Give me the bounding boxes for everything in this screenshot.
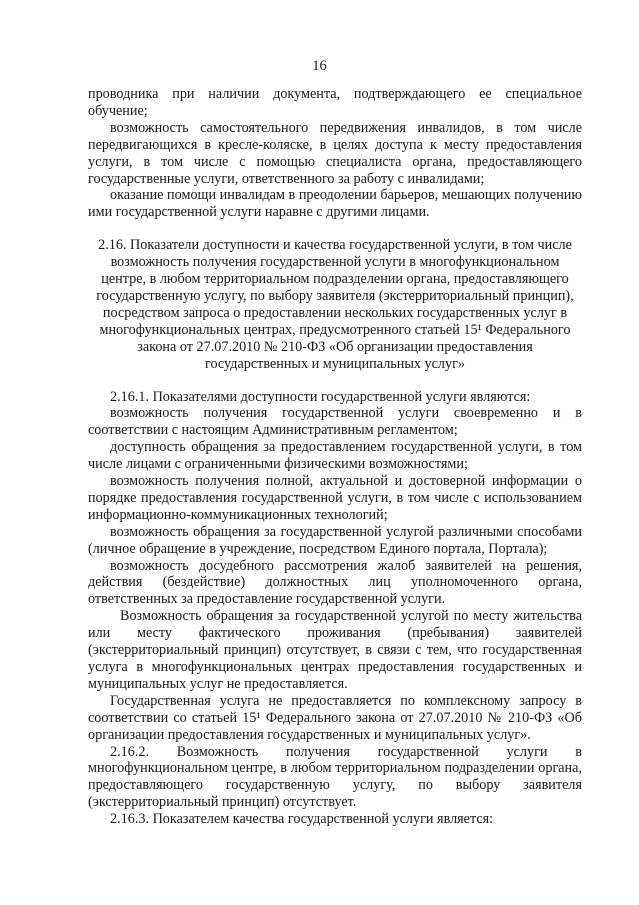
- paragraph: Государственная услуга не предоставляется по комплексному запросу в соответствии со статьей 15¹ Федерального закона от 27.07.2010 № 210-ФЗ «Об организации предоставления государственных и муниципальных услуг».: [88, 692, 582, 743]
- paragraph: оказание помощи инвалидам в преодолении барьеров, мешающих получению ими государственной услуги наравне с другими лицами.: [88, 187, 582, 221]
- paragraph: 2.16.3. Показателем качества государственной услуги является:: [110, 811, 494, 828]
- list-item: возможность получения полной, актуальной и достоверной информации о порядке предоставления государственной услуги, в том числе с использованием информационно-коммуникационных технологий;: [88, 473, 582, 523]
- paragraph: проводника при наличии документа, подтверждающего ее специальное обучение;: [88, 86, 582, 119]
- document-body: [88, 86, 582, 828]
- paragraph: 2.16.1. Показателями доступности государственной услуги являются:: [110, 388, 531, 405]
- page-number: 16: [312, 58, 327, 74]
- paragraph: 2.16.2. Возможность получения государственной услуги в многофункциональном центре, в любом территориальном подразделении органа, предоставляющего государственную услугу, по выбору заявителя (экстерриториальный принцип) отсутствует.: [88, 743, 582, 811]
- list-item: возможность досудебного рассмотрения жалоб заявителей на решения, действия (бездействие) должностных лиц уполномоченного органа, ответственных за предоставление государственной услуги.: [88, 557, 582, 608]
- paragraph: Возможность обращения за государственной услугой по месту жительства или месту фактического проживания (пребывания) заявителей (экстерриториальный принцип) отсутствует, в связи с тем, что государственная услуга в многофункциональных центрах предоставления государственных и муниципальных услуг не предоставляется.: [88, 608, 582, 692]
- list-item: возможность получения государственной услуги своевременно и в соответствии с настоящим Административным регламентом;: [88, 405, 582, 439]
- paragraph: возможность самостоятельного передвижения инвалидов, в том числе передвигающихся в кресле-коляске, в целях доступа к месту предоставления услуги, в том числе с помощью специалиста органа, предоставляющего государственные услуги, ответственного за работу с инвалидами;: [88, 119, 582, 187]
- list-item: возможность обращения за государственной услугой различными способами (личное обращение в учреждение, посредством Единого портала, Портала);: [88, 523, 582, 557]
- section-heading: 2.16. Показатели доступности и качества государственной услуги, в том числе возможность получения государственной услуги в многофункциональном центре, в любом территориальном подразделении органа, предоставляющего государственную услугу, по выбору заявителя (экстерриториальный принцип), посредством запроса о предоставлении нескольких государственных услуг в многофункциональных центрах, предусмотренного статьей 15¹ Федерального закона от 27.07.2010 № 210-ФЗ «Об организации предоставления государственных и муниципальных услуг»: [96, 237, 574, 372]
- list-item: доступность обращения за предоставлением государственной услуги, в том числе лицами с ограниченными физическими возможностями;: [88, 439, 582, 473]
